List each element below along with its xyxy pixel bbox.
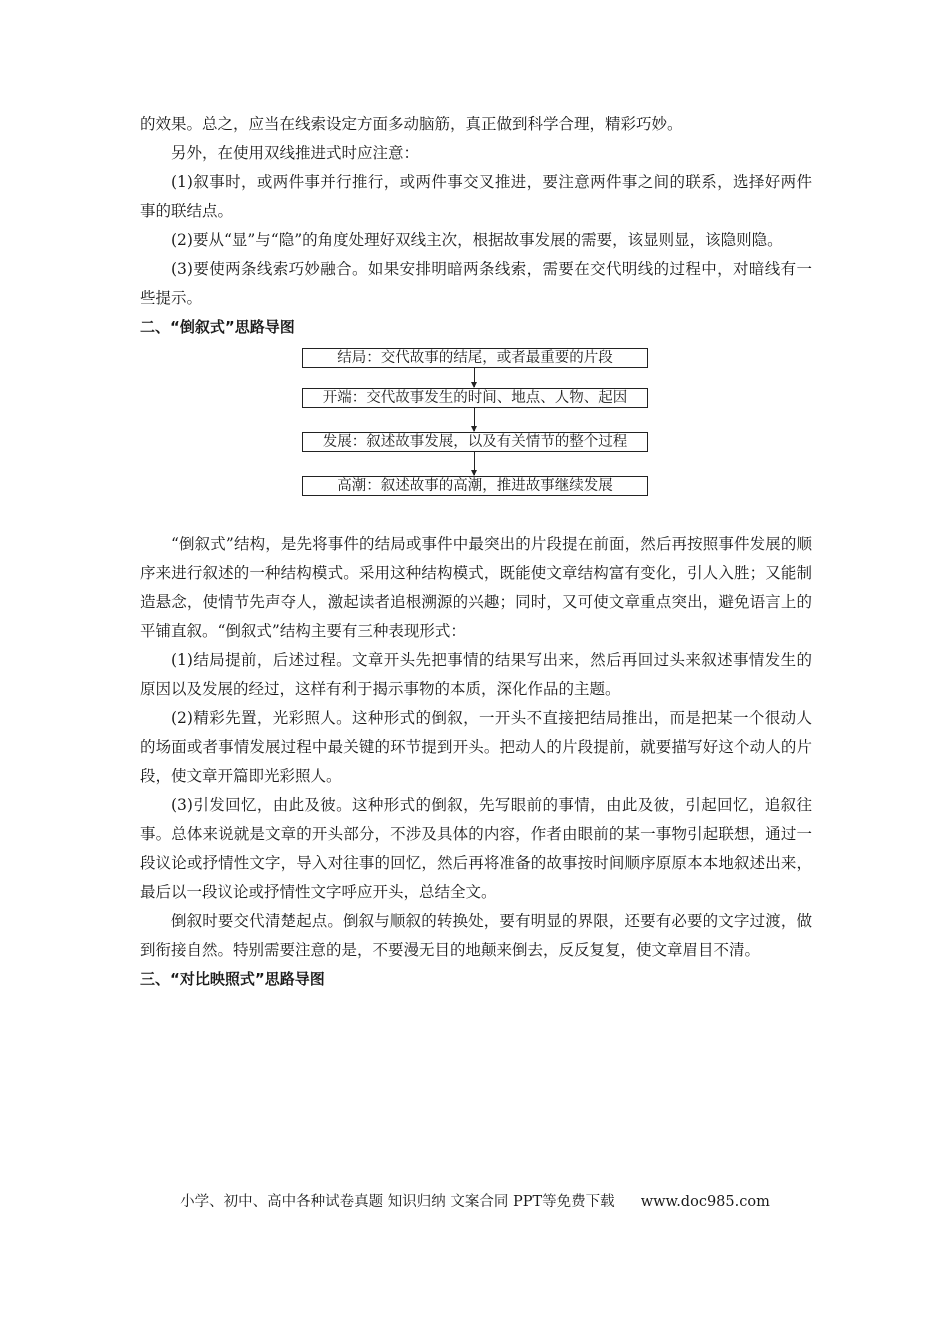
flowchart-arrow (474, 408, 475, 431)
paragraph: (3)要使两条线索巧妙融合。如果安排明暗两条线索，需要在交代明线的过程中，对暗线有一些提示。 (140, 260, 812, 307)
paragraph: 另外，在使用双线推进式时应注意： (171, 144, 420, 162)
paragraph: (1)结局提前，后述过程。文章开头先把事情的结果写出来，然后再回过头来叙述事情发生的原因以及发展的经过，这样有利于揭示事物的本质，深化作品的主题。 (140, 651, 812, 698)
paragraph: 倒叙时要交代清楚起点。倒叙与顺叙的转换处，要有明显的界限，还要有必要的文字过渡，做到衔接自然。特别需要注意的是，不要漫无目的地颠来倒去，反反复复，使文章眉目不清。 (140, 912, 812, 959)
document-body (140, 110, 812, 994)
paragraph: (2)精彩先置，光彩照人。这种形式的倒叙，一开头不直接把结局推出，而是把某一个很动人的场面或者事情发展过程中最关键的环节提到开头。把动人的片段提前，就要描写好这个动人的片段，使文章开篇即光彩照人。 (140, 709, 812, 785)
footer-url: www.doc985.com (640, 1194, 770, 1210)
flowchart (140, 344, 812, 530)
paragraph: “倒叙式”结构，是先将事件的结局或事件中最突出的片段提在前面，然后再按照事件发展的顺序来进行叙述的一种结构模式。采用这种结构模式，既能使文章结构富有变化，引人入胜；又能制造悬念，使情节先声夺人，激起读者追根溯源的兴趣；同时，又可使文章重点突出，避免语言上的平铺直叙。“倒叙式”结构主要有三种表现形式： (140, 535, 812, 640)
paragraph: 的效果。总之，应当在线索设定方面多动脑筋，真正做到科学合理，精彩巧妙。 (140, 115, 683, 133)
footer-text: 小学、初中、高中各种试卷真题 知识归纳 文案合同 PPT等免费下载 (180, 1194, 615, 1210)
flowchart-box-development: 发展：叙述故事发展，以及有关情节的整个过程 (302, 432, 648, 452)
page-footer (0, 1190, 950, 1211)
flowchart-box-climax: 高潮：叙述故事的高潮，推进故事继续发展 (302, 476, 648, 496)
paragraph: (3)引发回忆，由此及彼。这种形式的倒叙，先写眼前的事情，由此及彼，引起回忆，追叙往事。总体来说就是文章的开头部分，不涉及具体的内容，作者由眼前的某一事物引起联想，通过一段议论或抒情性文字，导入对往事的回忆，然后再将准备的故事按时间顺序原原本本地叙述出来，最后以一段议论或抒情性文字呼应开头，总结全文。 (140, 796, 812, 901)
flowchart-arrow (474, 452, 475, 475)
paragraph: (2)要从“显”与“隐”的角度处理好双线主次，根据故事发展的需要，该显则显，该隐则隐。 (171, 231, 783, 249)
flowchart-box-beginning: 开端：交代故事发生的时间、地点、人物、起因 (302, 388, 648, 408)
section-heading-3: 三、“对比映照式”思路导图 (140, 970, 325, 988)
section-heading-2: 二、“倒叙式”思路导图 (140, 318, 295, 336)
flowchart-box-ending: 结局：交代故事的结尾，或者最重要的片段 (302, 348, 648, 368)
paragraph: (1)叙事时，或两件事并行推行，或两件事交叉推进，要注意两件事之间的联系，选择好两件事的联结点。 (140, 173, 812, 220)
flowchart-arrow (474, 368, 475, 387)
